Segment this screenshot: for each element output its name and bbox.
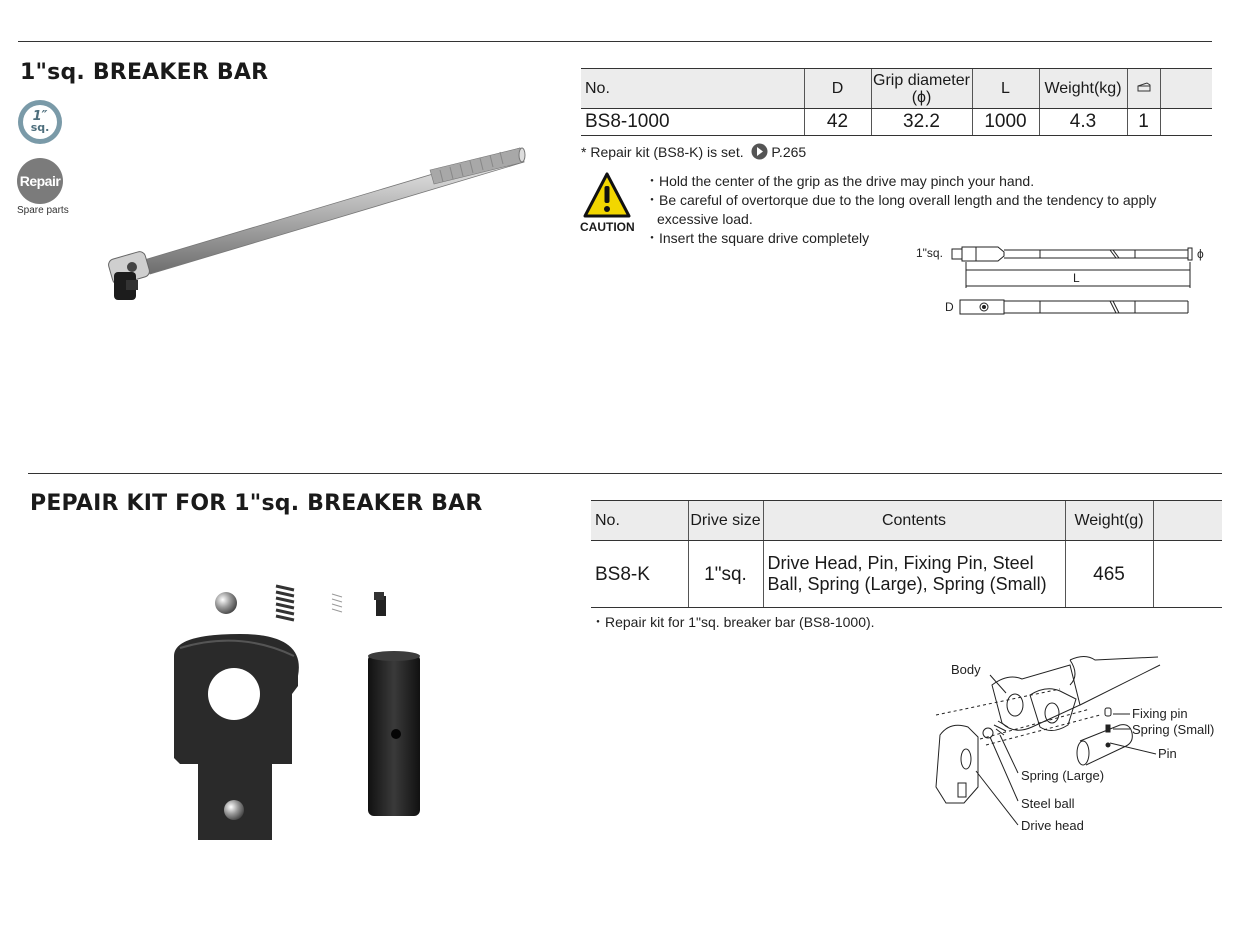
page-ref-link[interactable]: P.265 [771, 144, 807, 160]
cell-drive-size: 1"sq. [688, 541, 763, 608]
cell-grip: 32.2 [871, 109, 972, 136]
label-pin: Pin [1158, 746, 1177, 761]
dim-label-phi: ϕ [1197, 247, 1204, 261]
caution-icon [583, 172, 631, 218]
spare-parts-caption: Spare parts [17, 205, 69, 216]
col-weight: Weight(kg) [1039, 69, 1127, 109]
repair-kit-note-text: * Repair kit (BS8-K) is set. [581, 144, 744, 160]
repair-kit-note [581, 143, 806, 160]
label-steel-ball: Steel ball [1021, 796, 1075, 811]
col-grip-diameter: Grip diameter (ϕ) [871, 69, 972, 109]
caution-item: ・Insert the square drive completely [645, 230, 870, 246]
repair-kit-image [160, 578, 440, 850]
col-blank [1160, 69, 1212, 109]
repair-kit-table [591, 500, 1222, 608]
cell-blank [1153, 541, 1222, 608]
section-divider [28, 473, 1222, 474]
col-blank [1153, 501, 1222, 541]
dim-label-sq: 1"sq. [916, 246, 943, 260]
col-no: No. [591, 501, 688, 541]
label-spring-small: Spring (Small) [1132, 722, 1215, 737]
label-spring-large: Spring (Large) [1021, 768, 1105, 783]
repair-kit-table-header [591, 501, 1222, 541]
spec-table [581, 68, 1212, 136]
dimension-drawing [910, 240, 1210, 320]
size-badge [18, 100, 62, 144]
col-weight-g: Weight(g) [1065, 501, 1153, 541]
cell-blank [1160, 109, 1212, 136]
cell-weight: 4.3 [1039, 109, 1127, 136]
label-fixing-pin: Fixing pin [1132, 706, 1188, 721]
size-badge-main: 1″ [32, 109, 48, 124]
page-title: 1"sq. BREAKER BAR [20, 60, 269, 85]
caution-item: ・Hold the center of the grip as the drive may pinch your hand. [645, 173, 1035, 189]
repair-kit-usage-note: ・Repair kit for 1"sq. breaker bar (BS8-1000). [591, 614, 875, 630]
top-divider [18, 41, 1212, 42]
cell-d: 42 [804, 109, 871, 136]
arrow-circle-icon [751, 143, 768, 160]
dim-label-d: D [945, 300, 954, 314]
cell-no: BS8-K [591, 541, 688, 608]
table-row [591, 541, 1222, 608]
caution-item: ・Be careful of overtorque due to the long overall length and the tendency to apply excessive load. [645, 192, 1157, 227]
table-row [581, 109, 1212, 136]
label-body: Body [951, 662, 981, 677]
cell-contents: Drive Head, Pin, Fixing Pin, Steel Ball, Spring (Large), Spring (Small) [763, 541, 1065, 608]
cell-no: BS8-1000 [581, 109, 804, 136]
repair-kit-title: PEPAIR KIT FOR 1"sq. BREAKER BAR [30, 491, 483, 516]
col-contents: Contents [763, 501, 1065, 541]
cell-pack: 1 [1127, 109, 1160, 136]
box-pack-icon [1137, 81, 1151, 93]
col-pack [1127, 69, 1160, 109]
label-drive-head: Drive head [1021, 818, 1084, 833]
cell-l: 1000 [972, 109, 1039, 136]
col-drive-size: Drive size [688, 501, 763, 541]
caution-label: CAUTION [580, 220, 635, 234]
col-no: No. [581, 69, 804, 109]
breaker-bar-image [100, 140, 530, 315]
cell-weight: 465 [1065, 541, 1153, 608]
size-badge-sub: sq. [30, 121, 50, 134]
spec-table-header [581, 69, 1212, 109]
dim-label-l: L [1073, 271, 1080, 285]
col-d: D [804, 69, 871, 109]
col-l: L [972, 69, 1039, 109]
caution-list [645, 172, 1205, 248]
repair-badge: Repair [17, 158, 63, 204]
